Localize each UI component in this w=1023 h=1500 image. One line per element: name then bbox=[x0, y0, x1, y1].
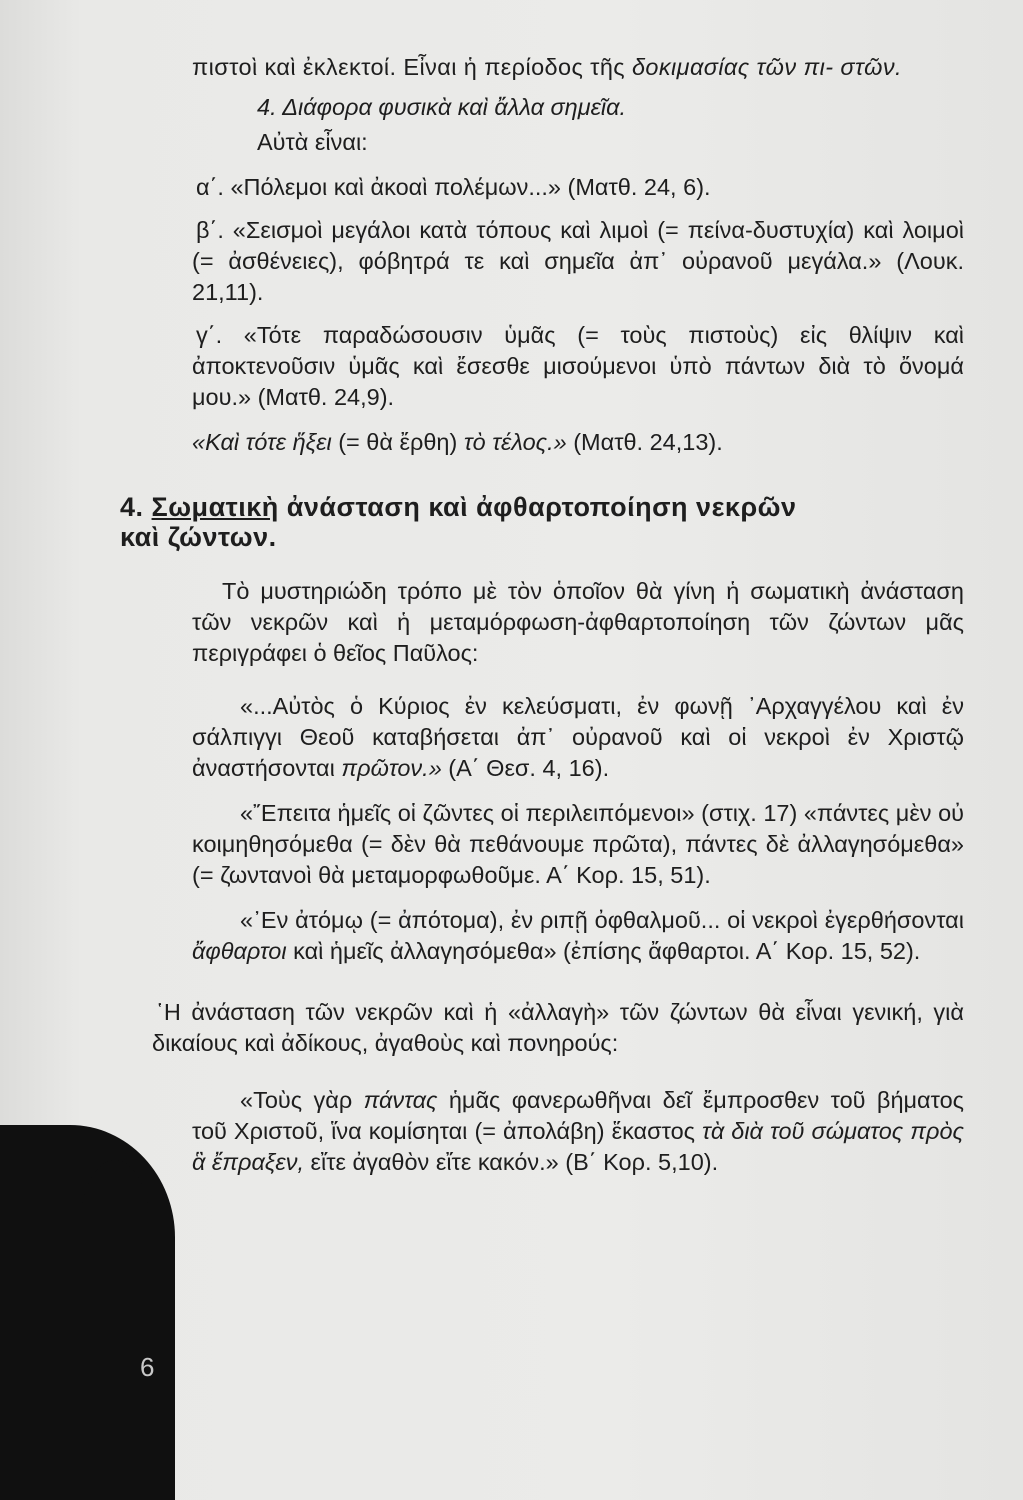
item-b: β΄. «Σεισμοὶ μεγάλοι κατὰ τόπους καὶ λιμοὶ (= πείνα-δυστυχία) καὶ λοιμοὶ (= ἀσθένειες), φόβητρά τε καὶ σημεῖα ἀπ᾽ οὐρανοῦ μεγάλα.» (Λουκ. 21,11). bbox=[192, 217, 964, 305]
page-content bbox=[120, 52, 964, 1178]
item-g: γ΄. «Τότε παραδώσουσιν ὑμᾶς (= τοὺς πιστοὺς) εἰς θλίψιν καὶ ἀποκτενοῦσιν ὑμᾶς καὶ ἔσεσθε μισούμενοι ὑπὸ πάντων διὰ τὸ ὄνομά μου.» (Ματθ. 24,9). bbox=[192, 322, 964, 410]
dark-stain-edge bbox=[80, 1160, 150, 1500]
body-paragraph-1: Τὸ μυστηριώδη τρόπο μὲ τὸν ὁποῖον θὰ γίνη ἡ σωματικὴ ἀνάσταση τῶν νεκρῶν καὶ ἡ μεταμόρφωση-ἀφθαρτοποίηση τῶν ζώντων μᾶς περιγράφει ὁ θεῖος Παῦλος: bbox=[192, 578, 964, 666]
subsection-title: 4. Διάφορα φυσικὰ καὶ ἄλλα σημεῖα. bbox=[257, 94, 627, 120]
body-paragraph-2: ῾Η ἀνάσταση τῶν νεκρῶν καὶ ἡ «ἀλλαγὴ» τῶν ζώντων θὰ εἶναι γενική, γιὰ δικαίους καὶ ἀδίκους, ἀγαθοὺς καὶ πονηρούς: bbox=[152, 999, 964, 1056]
quote-1: «...Αὐτὸς ὁ Κύριος ἐν κελεύσματι, ἐν φωνῇ ᾿Αρχαγγέλου καὶ ἐν σάλπιγγι Θεοῦ καταβήσεται ἀπ᾽ οὐρανοῦ καὶ οἱ νεκροὶ ἐν Χριστῷ ἀναστήσονται πρῶτον.» (Α΄ Θεσ. 4, 16). bbox=[192, 693, 964, 781]
subsection-intro: Αὐτὰ εἶναι: bbox=[257, 129, 368, 155]
section-heading: 4. Σωματικὴ ἀνάσταση καὶ ἀφθαρτοποίηση νεκρῶν καὶ ζώντων. bbox=[120, 492, 797, 552]
continued-paragraph: πιστοὶ καὶ ἐκλεκτοί. Εἶναι ἡ περίοδος τῆς δοκιμασίας τῶν πι- στῶν. bbox=[192, 54, 902, 80]
quote-3: «᾿Εν ἀτόμῳ (= ἀπότομα), ἐν ριπῇ ὀφθαλμοῦ... οἱ νεκροὶ ἐγερθήσονται ἄφθαρτοι καὶ ἡμεῖς ἀλλαγησόμεθα» (ἐπίσης ἄφθαρτοι. Α΄ Κορ. 15, 52). bbox=[192, 907, 964, 964]
end-quote: «Καὶ τότε ἥξει (= θὰ ἔρθη) τὸ τέλος.» (Ματθ. 24,13). bbox=[192, 429, 723, 455]
quote-4: «Τοὺς γὰρ πάντας ἡμᾶς φανερωθῆναι δεῖ ἔμπροσθεν τοῦ βήματος τοῦ Χριστοῦ, ἵνα κομίσηται (= ἀπολάβη) ἕκαστος τὰ διὰ τοῦ σώματος πρὸς ἃ ἔπραξεν, εἴτε ἀγαθὸν εἴτε κακόν.» (Β΄ Κορ. 5,10). bbox=[192, 1087, 964, 1175]
page-number: 6 bbox=[140, 1352, 155, 1382]
quote-2: «῎Επειτα ἡμεῖς οἱ ζῶντες οἱ περιλειπόμενοι» (στιχ. 17) «πάντες μὲν οὐ κοιμηθησόμεθα (= δὲν θὰ πεθάνουμε πρῶτα), πάντες δὲ ἀλλαγησόμεθα» (= ζωντανοὶ θὰ μεταμορφωθοῦμε. Α΄ Κορ. 15, 51). bbox=[192, 800, 964, 888]
item-a: α΄. «Πόλεμοι καὶ ἀκοαὶ πολέμων...» (Ματθ. 24, 6). bbox=[196, 174, 711, 200]
